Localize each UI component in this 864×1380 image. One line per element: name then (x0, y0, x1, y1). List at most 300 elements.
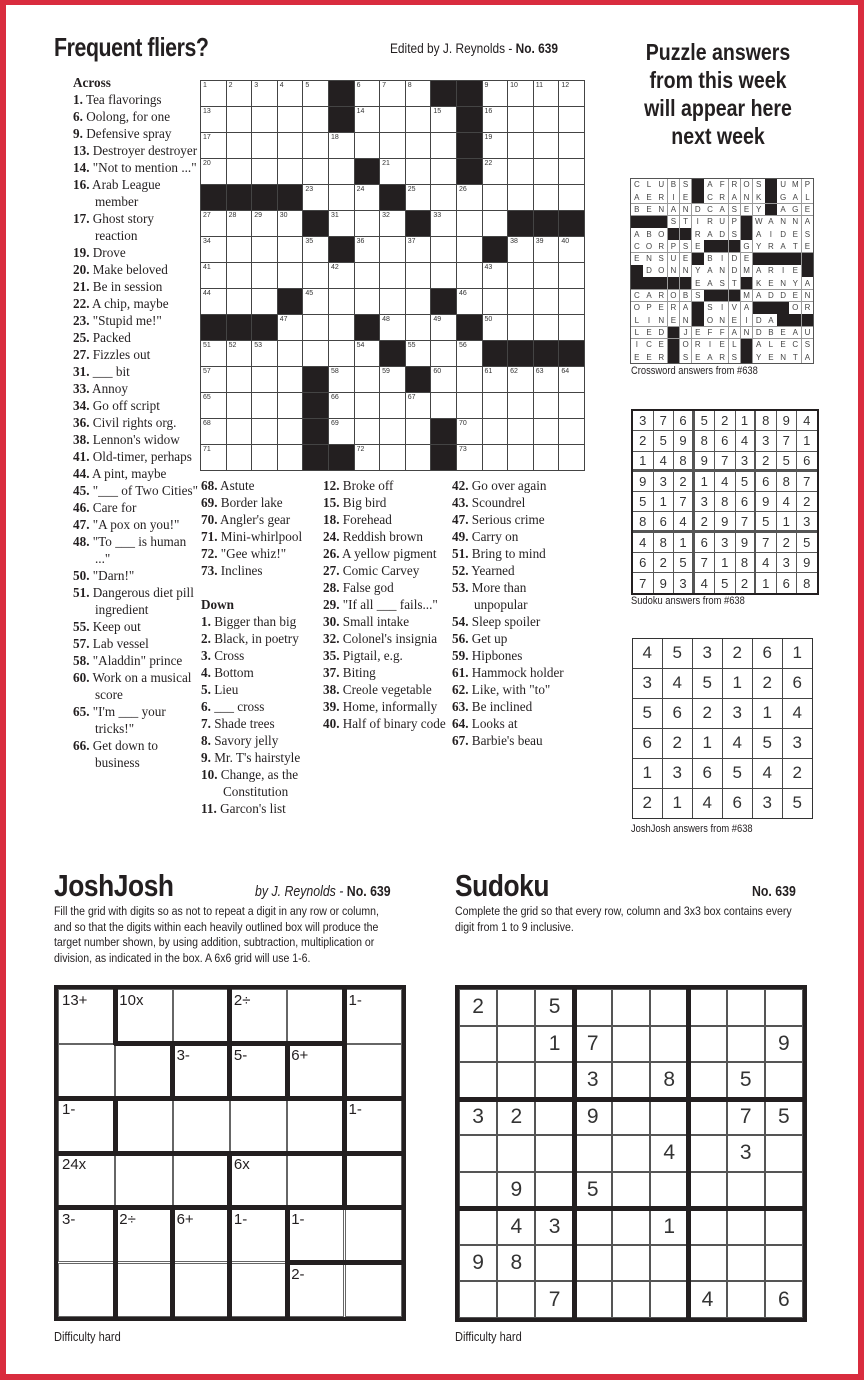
sudoku-empty-cell[interactable] (612, 1062, 650, 1099)
crossword-cell[interactable] (329, 419, 354, 444)
sudoku-empty-cell[interactable] (612, 1208, 650, 1245)
crossword-cell[interactable] (406, 159, 431, 184)
crossword-cell[interactable] (559, 289, 584, 314)
crossword-cell[interactable] (227, 367, 252, 392)
crossword-cell[interactable] (227, 341, 252, 366)
sudoku-instructions: Complete the grid so that every row, column and 3x3 box contains every digit from 1 to 9 inclusive. (455, 904, 792, 934)
joshjosh-cell[interactable] (345, 1208, 402, 1263)
crossword-cell[interactable] (559, 81, 584, 106)
crossword-cell[interactable] (483, 81, 508, 106)
crossword-cell[interactable] (329, 367, 354, 392)
crossword-cell[interactable] (329, 315, 354, 340)
crossword-cell[interactable] (483, 211, 508, 236)
crossword-cell[interactable] (508, 393, 533, 418)
crossword-cell[interactable] (508, 263, 533, 288)
crossword-cell[interactable] (483, 445, 508, 470)
crossword-cell[interactable] (252, 289, 277, 314)
sudoku-empty-cell[interactable] (688, 989, 726, 1026)
crossword-cell[interactable] (483, 367, 508, 392)
crossword-cell[interactable] (278, 445, 303, 470)
crossword-cell[interactable] (329, 393, 354, 418)
joshjosh-cell[interactable] (58, 1153, 115, 1208)
crossword-cell[interactable] (406, 107, 431, 132)
crossword-cell[interactable] (252, 263, 277, 288)
sudoku-empty-cell[interactable] (650, 989, 688, 1026)
crossword-cell[interactable] (483, 133, 508, 158)
joshjosh-cell[interactable] (58, 1098, 115, 1153)
crossword-cell[interactable] (483, 393, 508, 418)
crossword-cell[interactable] (303, 237, 328, 262)
crossword-cell[interactable] (278, 341, 303, 366)
joshjosh-cell[interactable] (345, 1044, 402, 1099)
crossword-cell[interactable] (406, 133, 431, 158)
joshjosh-cell[interactable] (345, 1263, 402, 1318)
sudoku-empty-cell[interactable] (650, 1099, 688, 1136)
joshjosh-cell[interactable] (230, 989, 287, 1044)
crossword-cell[interactable] (457, 367, 482, 392)
crossword-cell[interactable] (483, 107, 508, 132)
crossword-cell[interactable] (329, 159, 354, 184)
sudoku-empty-cell[interactable] (612, 1026, 650, 1063)
crossword-cell[interactable] (278, 159, 303, 184)
sudoku-empty-cell[interactable] (765, 1245, 803, 1282)
crossword-cell[interactable] (534, 185, 559, 210)
crossword-cell[interactable] (559, 263, 584, 288)
crossword-cell[interactable] (380, 159, 405, 184)
crossword-cell[interactable] (559, 445, 584, 470)
sudoku-empty-cell[interactable] (688, 1172, 726, 1209)
crossword-cell[interactable] (431, 315, 456, 340)
crossword-cell[interactable] (508, 185, 533, 210)
joshjosh-answer-cell: 4 (783, 699, 812, 728)
crossword-cell[interactable] (278, 263, 303, 288)
crossword-cell[interactable] (303, 159, 328, 184)
sudoku-empty-cell[interactable] (765, 1135, 803, 1172)
crossword-cell[interactable] (559, 419, 584, 444)
crossword-cell[interactable] (559, 133, 584, 158)
crossword-cell[interactable] (534, 367, 559, 392)
crossword-cell[interactable] (303, 133, 328, 158)
clue-text: Lab vessel (89, 636, 149, 651)
sudoku-empty-cell[interactable] (459, 1208, 497, 1245)
sudoku-empty-cell[interactable] (535, 1099, 573, 1136)
crossword-cell[interactable] (355, 341, 380, 366)
joshjosh-cell[interactable] (230, 1263, 287, 1318)
crossword-cell[interactable] (201, 107, 226, 132)
sudoku-empty-cell[interactable] (574, 1245, 612, 1282)
crossword-cell[interactable] (252, 419, 277, 444)
sudoku-empty-cell[interactable] (535, 1062, 573, 1099)
joshjosh-cell[interactable] (173, 1044, 230, 1099)
crossword-cell[interactable] (278, 393, 303, 418)
crossword-cell[interactable] (457, 419, 482, 444)
crossword-cell[interactable] (355, 367, 380, 392)
crossword-cell[interactable] (227, 263, 252, 288)
crossword-cell[interactable] (227, 445, 252, 470)
crossword-cell[interactable] (227, 81, 252, 106)
crossword-cell[interactable] (355, 393, 380, 418)
joshjosh-cell[interactable] (345, 1098, 402, 1153)
crossword-cell[interactable] (380, 263, 405, 288)
crossword-cell[interactable] (431, 211, 456, 236)
sudoku-empty-cell[interactable] (650, 1245, 688, 1282)
clue-text: Hammock holder (468, 665, 564, 680)
crossword-cell[interactable] (278, 211, 303, 236)
joshjosh-cell[interactable] (115, 989, 172, 1044)
crossword-cell[interactable] (227, 159, 252, 184)
sudoku-empty-cell[interactable] (727, 989, 765, 1026)
sudoku-empty-cell[interactable] (459, 1172, 497, 1209)
answer-letter: A (704, 228, 716, 240)
crossword-cell[interactable] (252, 133, 277, 158)
sudoku-empty-cell[interactable] (574, 1135, 612, 1172)
sudoku-empty-cell[interactable] (688, 1026, 726, 1063)
crossword-cell[interactable] (380, 211, 405, 236)
crossword-cell[interactable] (483, 289, 508, 314)
crossword-cell[interactable] (278, 419, 303, 444)
crossword-cell[interactable] (227, 419, 252, 444)
clue-number: 12. (323, 478, 340, 493)
crossword-cell[interactable] (534, 81, 559, 106)
crossword-cell[interactable] (483, 159, 508, 184)
sudoku-empty-cell[interactable] (574, 1281, 612, 1318)
crossword-cell[interactable] (355, 263, 380, 288)
crossword-cell[interactable] (278, 237, 303, 262)
crossword-cell[interactable] (457, 263, 482, 288)
answer-letter: A (753, 228, 765, 240)
answer-letter: U (802, 327, 814, 339)
crossword-cell[interactable] (534, 159, 559, 184)
crossword-cell[interactable] (508, 289, 533, 314)
crossword-cell[interactable] (431, 237, 456, 262)
crossword-cell[interactable] (252, 237, 277, 262)
crossword-cell[interactable] (380, 393, 405, 418)
joshjosh-cell[interactable] (287, 1208, 344, 1263)
joshjosh-cell[interactable] (173, 1098, 230, 1153)
clue-item (73, 346, 198, 363)
crossword-cell[interactable] (457, 211, 482, 236)
crossword-cell[interactable] (406, 419, 431, 444)
crossword-cell[interactable] (329, 341, 354, 366)
joshjosh-cell[interactable] (230, 1044, 287, 1099)
crossword-cell[interactable] (355, 445, 380, 470)
sudoku-empty-cell[interactable] (688, 1062, 726, 1099)
crossword-cell[interactable] (303, 81, 328, 106)
sudoku-empty-cell[interactable] (765, 989, 803, 1026)
crossword-cell[interactable] (380, 315, 405, 340)
crossword-cell[interactable] (227, 237, 252, 262)
sudoku-empty-cell[interactable] (650, 1281, 688, 1318)
crossword-cell[interactable] (534, 445, 559, 470)
crossword-cell[interactable] (303, 341, 328, 366)
sudoku-empty-cell[interactable] (727, 1172, 765, 1209)
crossword-cell[interactable] (201, 237, 226, 262)
sudoku-empty-cell[interactable] (650, 1172, 688, 1209)
crossword-cell[interactable] (431, 107, 456, 132)
crossword-cell[interactable] (329, 185, 354, 210)
crossword-cell[interactable] (406, 341, 431, 366)
crossword-cell[interactable] (559, 107, 584, 132)
crossword-cell[interactable] (508, 445, 533, 470)
crossword-cell[interactable] (508, 107, 533, 132)
clue-item (73, 618, 198, 635)
crossword-cell[interactable] (252, 159, 277, 184)
crossword-cell[interactable] (227, 211, 252, 236)
crossword-cell[interactable] (252, 367, 277, 392)
crossword-cell[interactable] (201, 419, 226, 444)
crossword-cell[interactable] (355, 237, 380, 262)
crossword-cell[interactable] (329, 289, 354, 314)
crossword-cell[interactable] (431, 185, 456, 210)
crossword-cell[interactable] (380, 445, 405, 470)
sudoku-empty-cell[interactable] (459, 1281, 497, 1318)
crossword-cell[interactable] (534, 107, 559, 132)
crossword-cell[interactable] (380, 237, 405, 262)
crossword-cell[interactable] (559, 237, 584, 262)
crossword-cell[interactable] (457, 445, 482, 470)
crossword-cell[interactable] (406, 289, 431, 314)
crossword-cell[interactable] (406, 185, 431, 210)
crossword-cell[interactable] (380, 81, 405, 106)
crossword-cell[interactable] (252, 393, 277, 418)
cage-border (172, 1205, 231, 1210)
crossword-cell[interactable] (201, 211, 226, 236)
crossword-cell[interactable] (406, 81, 431, 106)
sudoku-empty-cell[interactable] (727, 1208, 765, 1245)
crossword-cell[interactable] (457, 185, 482, 210)
crossword-cell[interactable] (380, 107, 405, 132)
sudoku-empty-cell[interactable] (459, 1026, 497, 1063)
crossword-cell[interactable] (483, 315, 508, 340)
crossword-cell[interactable] (252, 107, 277, 132)
crossword-cell[interactable] (278, 81, 303, 106)
sudoku-empty-cell[interactable] (688, 1208, 726, 1245)
sudoku-empty-cell[interactable] (535, 1135, 573, 1172)
sudoku-empty-cell[interactable] (497, 1135, 535, 1172)
crossword-cell[interactable] (431, 159, 456, 184)
sudoku-empty-cell[interactable] (535, 1172, 573, 1209)
crossword-cell[interactable] (457, 289, 482, 314)
crossword-cell[interactable] (559, 185, 584, 210)
crossword-cell[interactable] (227, 107, 252, 132)
sudoku-empty-cell[interactable] (497, 1281, 535, 1318)
joshjosh-cell[interactable] (173, 1263, 230, 1318)
joshjosh-cell[interactable] (115, 1044, 172, 1099)
sudoku-empty-cell[interactable] (650, 1026, 688, 1063)
crossword-cell[interactable] (380, 289, 405, 314)
sudoku-empty-cell[interactable] (574, 1208, 612, 1245)
joshjosh-cell[interactable] (287, 1044, 344, 1099)
joshjosh-cell[interactable] (287, 989, 344, 1044)
sudoku-empty-cell[interactable] (497, 1026, 535, 1063)
crossword-cell[interactable] (329, 211, 354, 236)
clue-number: 39. (323, 699, 340, 714)
sudoku-empty-cell[interactable] (574, 989, 612, 1026)
sudoku-empty-cell[interactable] (612, 1245, 650, 1282)
answer-letter: I (692, 216, 704, 228)
crossword-cell[interactable] (201, 393, 226, 418)
sudoku-empty-cell[interactable] (765, 1062, 803, 1099)
crossword-cell[interactable] (252, 211, 277, 236)
sudoku-empty-cell[interactable] (497, 989, 535, 1026)
crossword-cell[interactable] (483, 263, 508, 288)
crossword-cell[interactable] (508, 81, 533, 106)
cage-border (344, 1260, 403, 1265)
sudoku-empty-cell[interactable] (612, 1281, 650, 1318)
crossword-cell[interactable] (303, 263, 328, 288)
crossword-cell[interactable] (457, 237, 482, 262)
sudoku-answer-cell: 8 (633, 512, 653, 530)
crossword-cell[interactable] (431, 341, 456, 366)
crossword-cell[interactable] (201, 289, 226, 314)
joshjosh-cell[interactable] (345, 1153, 402, 1208)
joshjosh-cell[interactable] (115, 1263, 172, 1318)
sudoku-empty-cell[interactable] (459, 1135, 497, 1172)
crossword-cell[interactable] (201, 133, 226, 158)
joshjosh-cell[interactable] (230, 1098, 287, 1153)
crossword-cell[interactable] (508, 133, 533, 158)
joshjosh-cell[interactable] (287, 1098, 344, 1153)
crossword-cell[interactable] (252, 341, 277, 366)
crossword-cell[interactable] (252, 81, 277, 106)
sudoku-empty-cell[interactable] (612, 1135, 650, 1172)
crossword-cell[interactable] (508, 367, 533, 392)
joshjosh-cell[interactable] (115, 1208, 172, 1263)
black-square (716, 240, 728, 252)
joshjosh-cell[interactable] (230, 1153, 287, 1208)
clue-number: 15. (323, 495, 340, 510)
sudoku-empty-cell[interactable] (612, 1172, 650, 1209)
crossword-cell[interactable] (329, 263, 354, 288)
crossword-cell[interactable] (201, 263, 226, 288)
crossword-cell[interactable] (380, 367, 405, 392)
crossword-cell[interactable] (534, 133, 559, 158)
crossword-cell[interactable] (534, 289, 559, 314)
crossword-cell[interactable] (252, 445, 277, 470)
sudoku-empty-cell[interactable] (459, 1062, 497, 1099)
crossword-cell[interactable] (355, 419, 380, 444)
crossword-cell[interactable] (227, 133, 252, 158)
crossword-cell[interactable] (559, 315, 584, 340)
joshjosh-cell[interactable] (115, 1153, 172, 1208)
crossword-cell[interactable] (431, 263, 456, 288)
crossword-cell[interactable] (457, 393, 482, 418)
crossword-cell[interactable] (406, 445, 431, 470)
sudoku-empty-cell[interactable] (688, 1245, 726, 1282)
crossword-cell[interactable] (355, 185, 380, 210)
sudoku-digit: 8 (663, 1068, 676, 1092)
joshjosh-cell[interactable] (287, 1153, 344, 1208)
sudoku-empty-cell[interactable] (688, 1135, 726, 1172)
crossword-cell[interactable] (457, 341, 482, 366)
sudoku-empty-cell[interactable] (688, 1099, 726, 1136)
crossword-cell[interactable] (227, 289, 252, 314)
crossword-cell[interactable] (406, 237, 431, 262)
crossword-cell[interactable] (380, 419, 405, 444)
sudoku-empty-cell[interactable] (765, 1172, 803, 1209)
crossword-cell[interactable] (303, 289, 328, 314)
crossword-cell[interactable] (559, 159, 584, 184)
crossword-cell[interactable] (431, 367, 456, 392)
crossword-cell[interactable] (431, 133, 456, 158)
sudoku-empty-cell[interactable] (612, 1099, 650, 1136)
crossword-cell[interactable] (534, 315, 559, 340)
crossword-cell[interactable] (534, 237, 559, 262)
crossword-cell[interactable] (355, 289, 380, 314)
crossword-cell[interactable] (534, 393, 559, 418)
crossword-cell[interactable] (227, 393, 252, 418)
joshjosh-cell[interactable] (230, 1208, 287, 1263)
crossword-cell[interactable] (508, 159, 533, 184)
sudoku-empty-cell[interactable] (765, 1208, 803, 1245)
joshjosh-cell[interactable] (58, 1044, 115, 1099)
crossword-cell[interactable] (559, 393, 584, 418)
crossword-cell[interactable] (355, 211, 380, 236)
joshjosh-cell[interactable] (173, 1208, 230, 1263)
crossword-cell[interactable] (329, 133, 354, 158)
sudoku-empty-cell[interactable] (727, 1281, 765, 1318)
joshjosh-cell[interactable] (345, 989, 402, 1044)
crossword-cell[interactable] (303, 315, 328, 340)
crossword-cell[interactable] (406, 393, 431, 418)
crossword-cell[interactable] (355, 81, 380, 106)
clue-number-label: 50 (484, 316, 493, 323)
crossword-cell[interactable] (278, 367, 303, 392)
sudoku-empty-cell[interactable] (497, 1062, 535, 1099)
crossword-cell[interactable] (303, 107, 328, 132)
crossword-cell[interactable] (201, 341, 226, 366)
joshjosh-cell[interactable] (58, 1263, 115, 1318)
crossword-cell[interactable] (278, 133, 303, 158)
joshjosh-cell[interactable] (173, 1153, 230, 1208)
clue-item (73, 244, 198, 261)
joshjosh-cell[interactable] (58, 1208, 115, 1263)
joshjosh-cell[interactable] (58, 989, 115, 1044)
crossword-cell[interactable] (355, 133, 380, 158)
crossword-cell[interactable] (508, 315, 533, 340)
crossword-cell[interactable] (508, 419, 533, 444)
black-square (704, 240, 716, 252)
crossword-cell[interactable] (201, 445, 226, 470)
crossword-cell[interactable] (303, 185, 328, 210)
joshjosh-cell[interactable] (287, 1263, 344, 1318)
crossword-cell[interactable] (534, 263, 559, 288)
crossword-cell[interactable] (201, 81, 226, 106)
crossword-cell[interactable] (201, 367, 226, 392)
sudoku-empty-cell[interactable] (535, 1245, 573, 1282)
crossword-cell[interactable] (534, 419, 559, 444)
crossword-cell[interactable] (406, 263, 431, 288)
cage-target: 2÷ (233, 992, 251, 1009)
crossword-cell[interactable] (431, 393, 456, 418)
crossword-cell[interactable] (559, 367, 584, 392)
joshjosh-cell[interactable] (173, 989, 230, 1044)
crossword-cell[interactable] (508, 237, 533, 262)
crossword-cell[interactable] (483, 419, 508, 444)
sudoku-empty-cell[interactable] (727, 1026, 765, 1063)
sudoku-empty-cell[interactable] (727, 1245, 765, 1282)
sudoku-empty-cell[interactable] (612, 989, 650, 1026)
crossword-cell[interactable] (483, 185, 508, 210)
crossword-cell[interactable] (380, 133, 405, 158)
sudoku-answer-cell: 2 (695, 512, 715, 530)
crossword-cell[interactable] (278, 107, 303, 132)
joshjosh-cell[interactable] (115, 1098, 172, 1153)
crossword-cell[interactable] (355, 107, 380, 132)
crossword-cell[interactable] (406, 315, 431, 340)
crossword-cell[interactable] (201, 159, 226, 184)
crossword-cell[interactable] (278, 315, 303, 340)
